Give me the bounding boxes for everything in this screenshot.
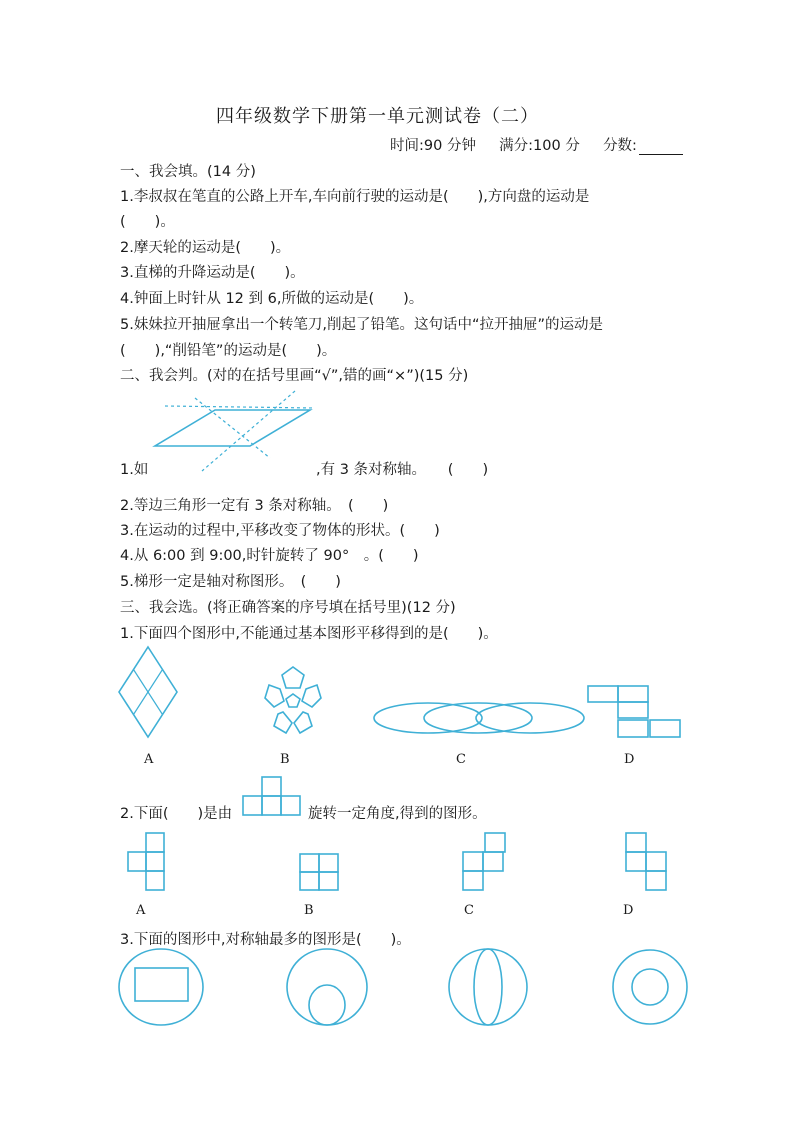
q2-option-d-figure bbox=[626, 833, 666, 890]
q1-label-c: C bbox=[456, 752, 466, 767]
q2-label-c: C bbox=[464, 903, 474, 918]
s2-question-3: 3.在运动的过程中,平移改变了物体的形状。( ) bbox=[120, 523, 440, 539]
q2-base-figure bbox=[242, 776, 304, 818]
page-title: 四年级数学下册第一单元测试卷（二） bbox=[216, 106, 539, 127]
q1-option-c-figure bbox=[374, 703, 584, 733]
q3-figures bbox=[110, 946, 700, 1032]
q2-label-a: A bbox=[136, 903, 146, 918]
q1-label-a: A bbox=[144, 752, 154, 767]
q3-option-c-figure bbox=[449, 949, 527, 1025]
q1-option-a-figure bbox=[119, 647, 177, 737]
symmetry-line-3 bbox=[202, 391, 295, 471]
section-1-header: 一、我会填。(14 分) bbox=[120, 164, 256, 180]
q2-label-b: B bbox=[304, 903, 314, 918]
time-limit: 时间:90 分钟 bbox=[390, 138, 476, 154]
s2-question-1-pre: 1.如 bbox=[120, 462, 149, 478]
q1-figures bbox=[110, 640, 710, 770]
q2-label-d: D bbox=[623, 903, 634, 918]
q1-label-b: B bbox=[280, 752, 290, 767]
s1-question-5a: 5.妹妹拉开抽屉拿出一个转笔刀,削起了铅笔。这句话中“拉开抽屉”的运动是 bbox=[120, 317, 603, 333]
q2-figures bbox=[110, 830, 710, 896]
parallelogram-figure bbox=[150, 388, 320, 474]
symmetry-line-1 bbox=[165, 406, 315, 408]
q2-option-a-figure bbox=[128, 833, 164, 890]
score-blank[interactable] bbox=[639, 153, 683, 155]
exam-meta bbox=[390, 134, 683, 155]
q3-option-b-figure bbox=[287, 949, 367, 1025]
s1-question-5b: ( ),“削铅笔”的运动是( )。 bbox=[120, 343, 337, 359]
s2-question-4: 4.从 6:00 到 9:00,时针旋转了 90° 。( ) bbox=[120, 548, 419, 564]
s3-question-3: 3.下面的图形中,对称轴最多的图形是( )。 bbox=[120, 932, 411, 948]
s3-question-2-post: 旋转一定角度,得到的图形。 bbox=[308, 806, 487, 822]
s1-question-2: 2.摩天轮的运动是( )。 bbox=[120, 240, 291, 256]
s3-question-1: 1.下面四个图形中,不能通过基本图形平移得到的是( )。 bbox=[120, 626, 498, 642]
s3-question-2-pre: 2.下面( )是由 bbox=[120, 806, 233, 822]
section-3-header: 三、我会选。(将正确答案的序号填在括号里)(12 分) bbox=[120, 600, 456, 616]
s1-question-3: 3.直梯的升降运动是( )。 bbox=[120, 265, 305, 281]
s2-question-5: 5.梯形一定是轴对称图形。 ( ) bbox=[120, 574, 341, 590]
q2-option-b-figure bbox=[300, 854, 338, 890]
q2-option-c-figure bbox=[463, 833, 505, 890]
section-2-header: 二、我会判。(对的在括号里画“√”,错的画“×”)(15 分) bbox=[120, 368, 469, 384]
q1-option-b-figure bbox=[265, 667, 321, 733]
q3-option-a-figure bbox=[119, 949, 203, 1025]
s2-question-1-post: ,有 3 条对称轴。 ( ) bbox=[316, 462, 489, 478]
q1-label-d: D bbox=[624, 752, 635, 767]
score-label: 分数: bbox=[603, 138, 637, 154]
s1-question-1b: ( )。 bbox=[120, 214, 175, 230]
q1-option-d-figure bbox=[588, 686, 680, 737]
full-score: 满分:100 分 bbox=[499, 138, 580, 154]
s2-question-2: 2.等边三角形一定有 3 条对称轴。 ( ) bbox=[120, 498, 389, 514]
s1-question-1a: 1.李叔叔在笔直的公路上开车,车向前行驶的运动是( ),方向盘的运动是 bbox=[120, 189, 590, 205]
s1-question-4: 4.钟面上时针从 12 到 6,所做的运动是( )。 bbox=[120, 291, 424, 307]
q3-option-d-figure bbox=[613, 950, 687, 1024]
